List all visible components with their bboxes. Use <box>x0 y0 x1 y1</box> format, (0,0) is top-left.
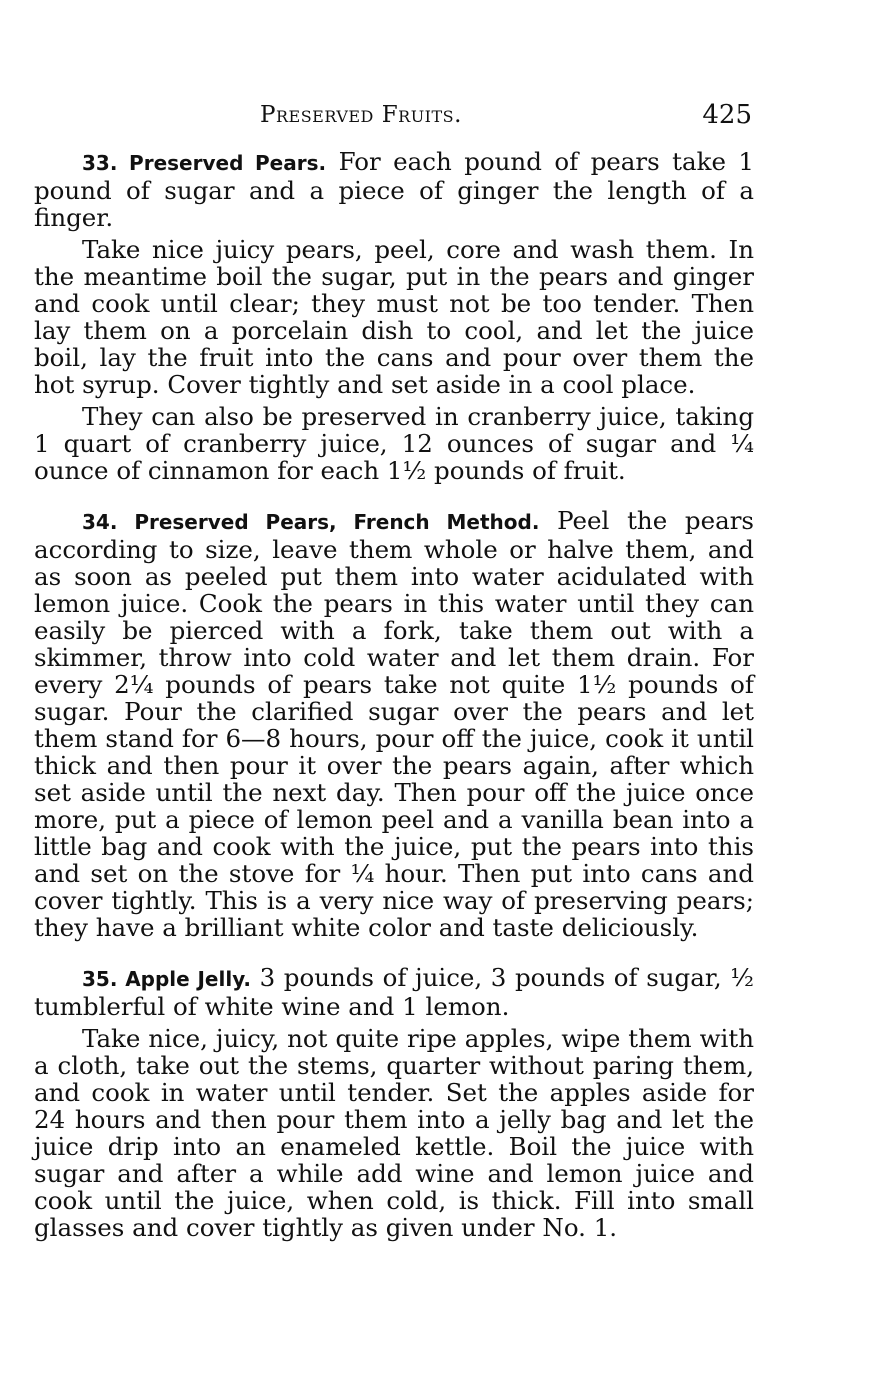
recipe-paragraph: Take nice, juicy, not quite ripe apples, wipe them with a cloth, take out the stems, quarter without paring them, and cook in water until tender. Set the apples aside for 24 hours and then pour them into a jelly bag and let the juice drip into an enameled kettle. Boil the juice with sugar and after a while add wine and lemon juice and cook until the juice, when cold, is thick. Fill into small glasses and cover tightly as given under No. 1. <box>34 1024 754 1242</box>
recipe-heading: 33. Preserved Pears. <box>82 151 327 175</box>
recipe-text: 3 pounds of juice, 3 pounds of sugar, ½ tumblerful of white wine and 1 lemon. <box>34 963 754 1021</box>
recipe-text: For each pound of pears take 1 pound of sugar and a piece of ginger the length of a finger. <box>34 147 754 232</box>
recipe-paragraph <box>34 964 754 1020</box>
recipe-heading: 35. Apple Jelly. <box>82 967 251 991</box>
recipe-35-apple-jelly <box>34 964 754 1241</box>
page-body <box>34 148 754 1264</box>
recipe-33-preserved-pears <box>34 148 754 484</box>
recipe-paragraph <box>34 148 754 231</box>
running-title: Preserved Fruits. <box>260 102 462 128</box>
recipe-34-preserved-pears-french <box>34 507 754 941</box>
recipe-paragraph <box>34 507 754 941</box>
page-number: 425 <box>702 100 752 130</box>
recipe-heading: 34. Preserved Pears, French Method. <box>82 510 540 534</box>
recipe-paragraph: Take nice juicy pears, peel, core and wash them. In the meantime boil the sugar, put in the pears and ginger and cook until clear; they must not be too tender. Then lay them on a porcelain dish to cool, and let the juice boil, lay the fruit into the cans and pour over them the hot syrup. Cover tightly and set aside in a cool place. <box>34 235 754 399</box>
page-header <box>34 100 754 136</box>
recipe-paragraph: They can also be preserved in cranberry juice, taking 1 quart of cranberry juice, 12 ounces of sugar and ¼ ounce of cinnamon for each 1½ pounds of fruit. <box>34 402 754 485</box>
recipe-text: Peel the pears according to size, leave them whole or halve them, and as soon as peeled put them into water acidulated with lemon juice. Cook the pears in this water until they can easily be pierced with a fork, take them out with a skimmer, throw into cold water and let them drain. For every 2¼ pounds of pears take not quite 1½ pounds of sugar. Pour the clarified sugar over the pears and let them stand for 6—8 hours, pour off the juice, cook it until thick and then pour it over the pears again, after which set aside until the next day. Then pour off the juice once more, put a piece of lemon peel and a vanilla bean into a little bag and cook with the juice, put the pears into this and set on the stove for ¼ hour. Then put into cans and cover tightly. This is a very nice way of preserving pears; they have a brilliant white color and taste deliciously. <box>34 506 754 942</box>
